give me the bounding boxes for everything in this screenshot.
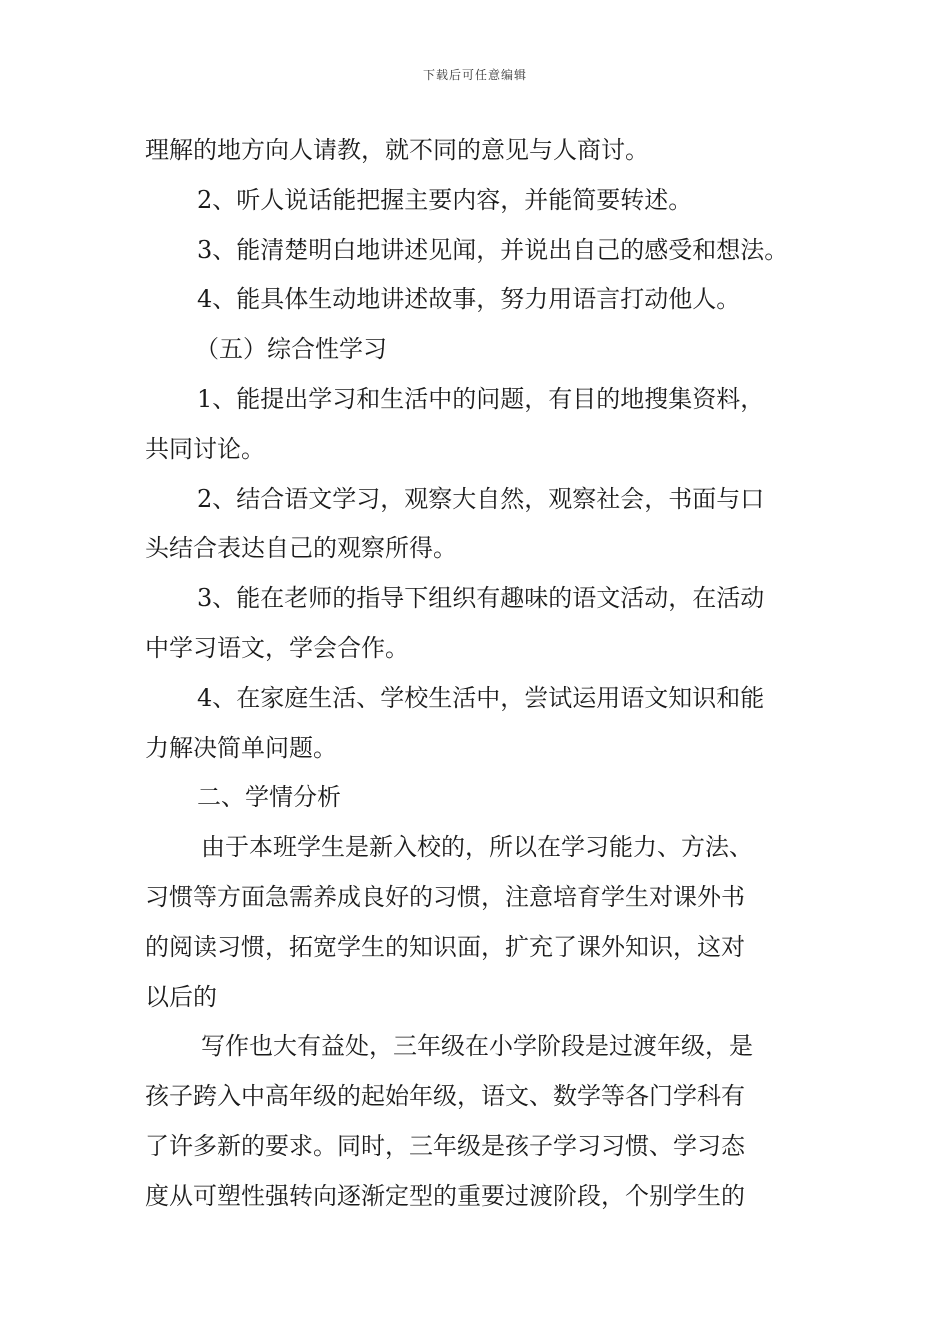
text-line: 以后的 <box>145 982 217 1011</box>
text-line: 3、能在老师的指导下组织有趣味的语文活动，在活动 <box>197 584 765 613</box>
text-line: 习惯等方面急需养成良好的习惯，注意培育学生对课外书 <box>145 882 745 911</box>
text-line: 2、听人说话能把握主要内容，并能简要转述。 <box>197 185 693 214</box>
section-heading: （五）综合性学习 <box>195 335 387 364</box>
text-line: 理解的地方向人请教，就不同的意见与人商讨。 <box>145 136 649 164</box>
section-heading: 二、学情分析 <box>197 783 341 812</box>
text-line: 3、能清楚明白地讲述见闻，并说出自己的感受和想法。 <box>197 235 789 264</box>
text-line: 4、能具体生动地讲述故事，努力用语言打动他人。 <box>197 285 741 314</box>
text-line: 孩子跨入中高年级的起始年级，语文、数学等各门学科有 <box>145 1082 745 1111</box>
text-line: 由于本班学生是新入校的，所以在学习能力、方法、 <box>201 833 753 862</box>
text-line: 了许多新的要求。同时，三年级是孩子学习习惯、学习态 <box>145 1131 745 1160</box>
text-line: 1、能提出学习和生活中的问题，有目的地搜集资料， <box>197 384 765 413</box>
page-header-note: 下载后可任意编辑 <box>422 68 527 82</box>
text-line: 的阅读习惯，拓宽学生的知识面，扩充了课外知识，这对 <box>145 932 745 961</box>
text-line: 4、在家庭生活、学校生活中，尝试运用语文知识和能 <box>197 683 765 712</box>
text-line: 中学习语文，学会合作。 <box>145 633 409 662</box>
text-line: 度从可塑性强转向逐渐定型的重要过渡阶段，个别学生的 <box>145 1181 745 1210</box>
text-line: 写作也大有益处，三年级在小学阶段是过渡年级，是 <box>201 1032 753 1061</box>
text-line: 头结合表达自己的观察所得。 <box>145 534 457 563</box>
text-line: 2、结合语文学习，观察大自然，观察社会，书面与口 <box>197 484 765 513</box>
text-line: 力解决简单问题。 <box>145 733 337 762</box>
text-line: 共同讨论。 <box>145 434 265 463</box>
document-body <box>145 126 813 1222</box>
